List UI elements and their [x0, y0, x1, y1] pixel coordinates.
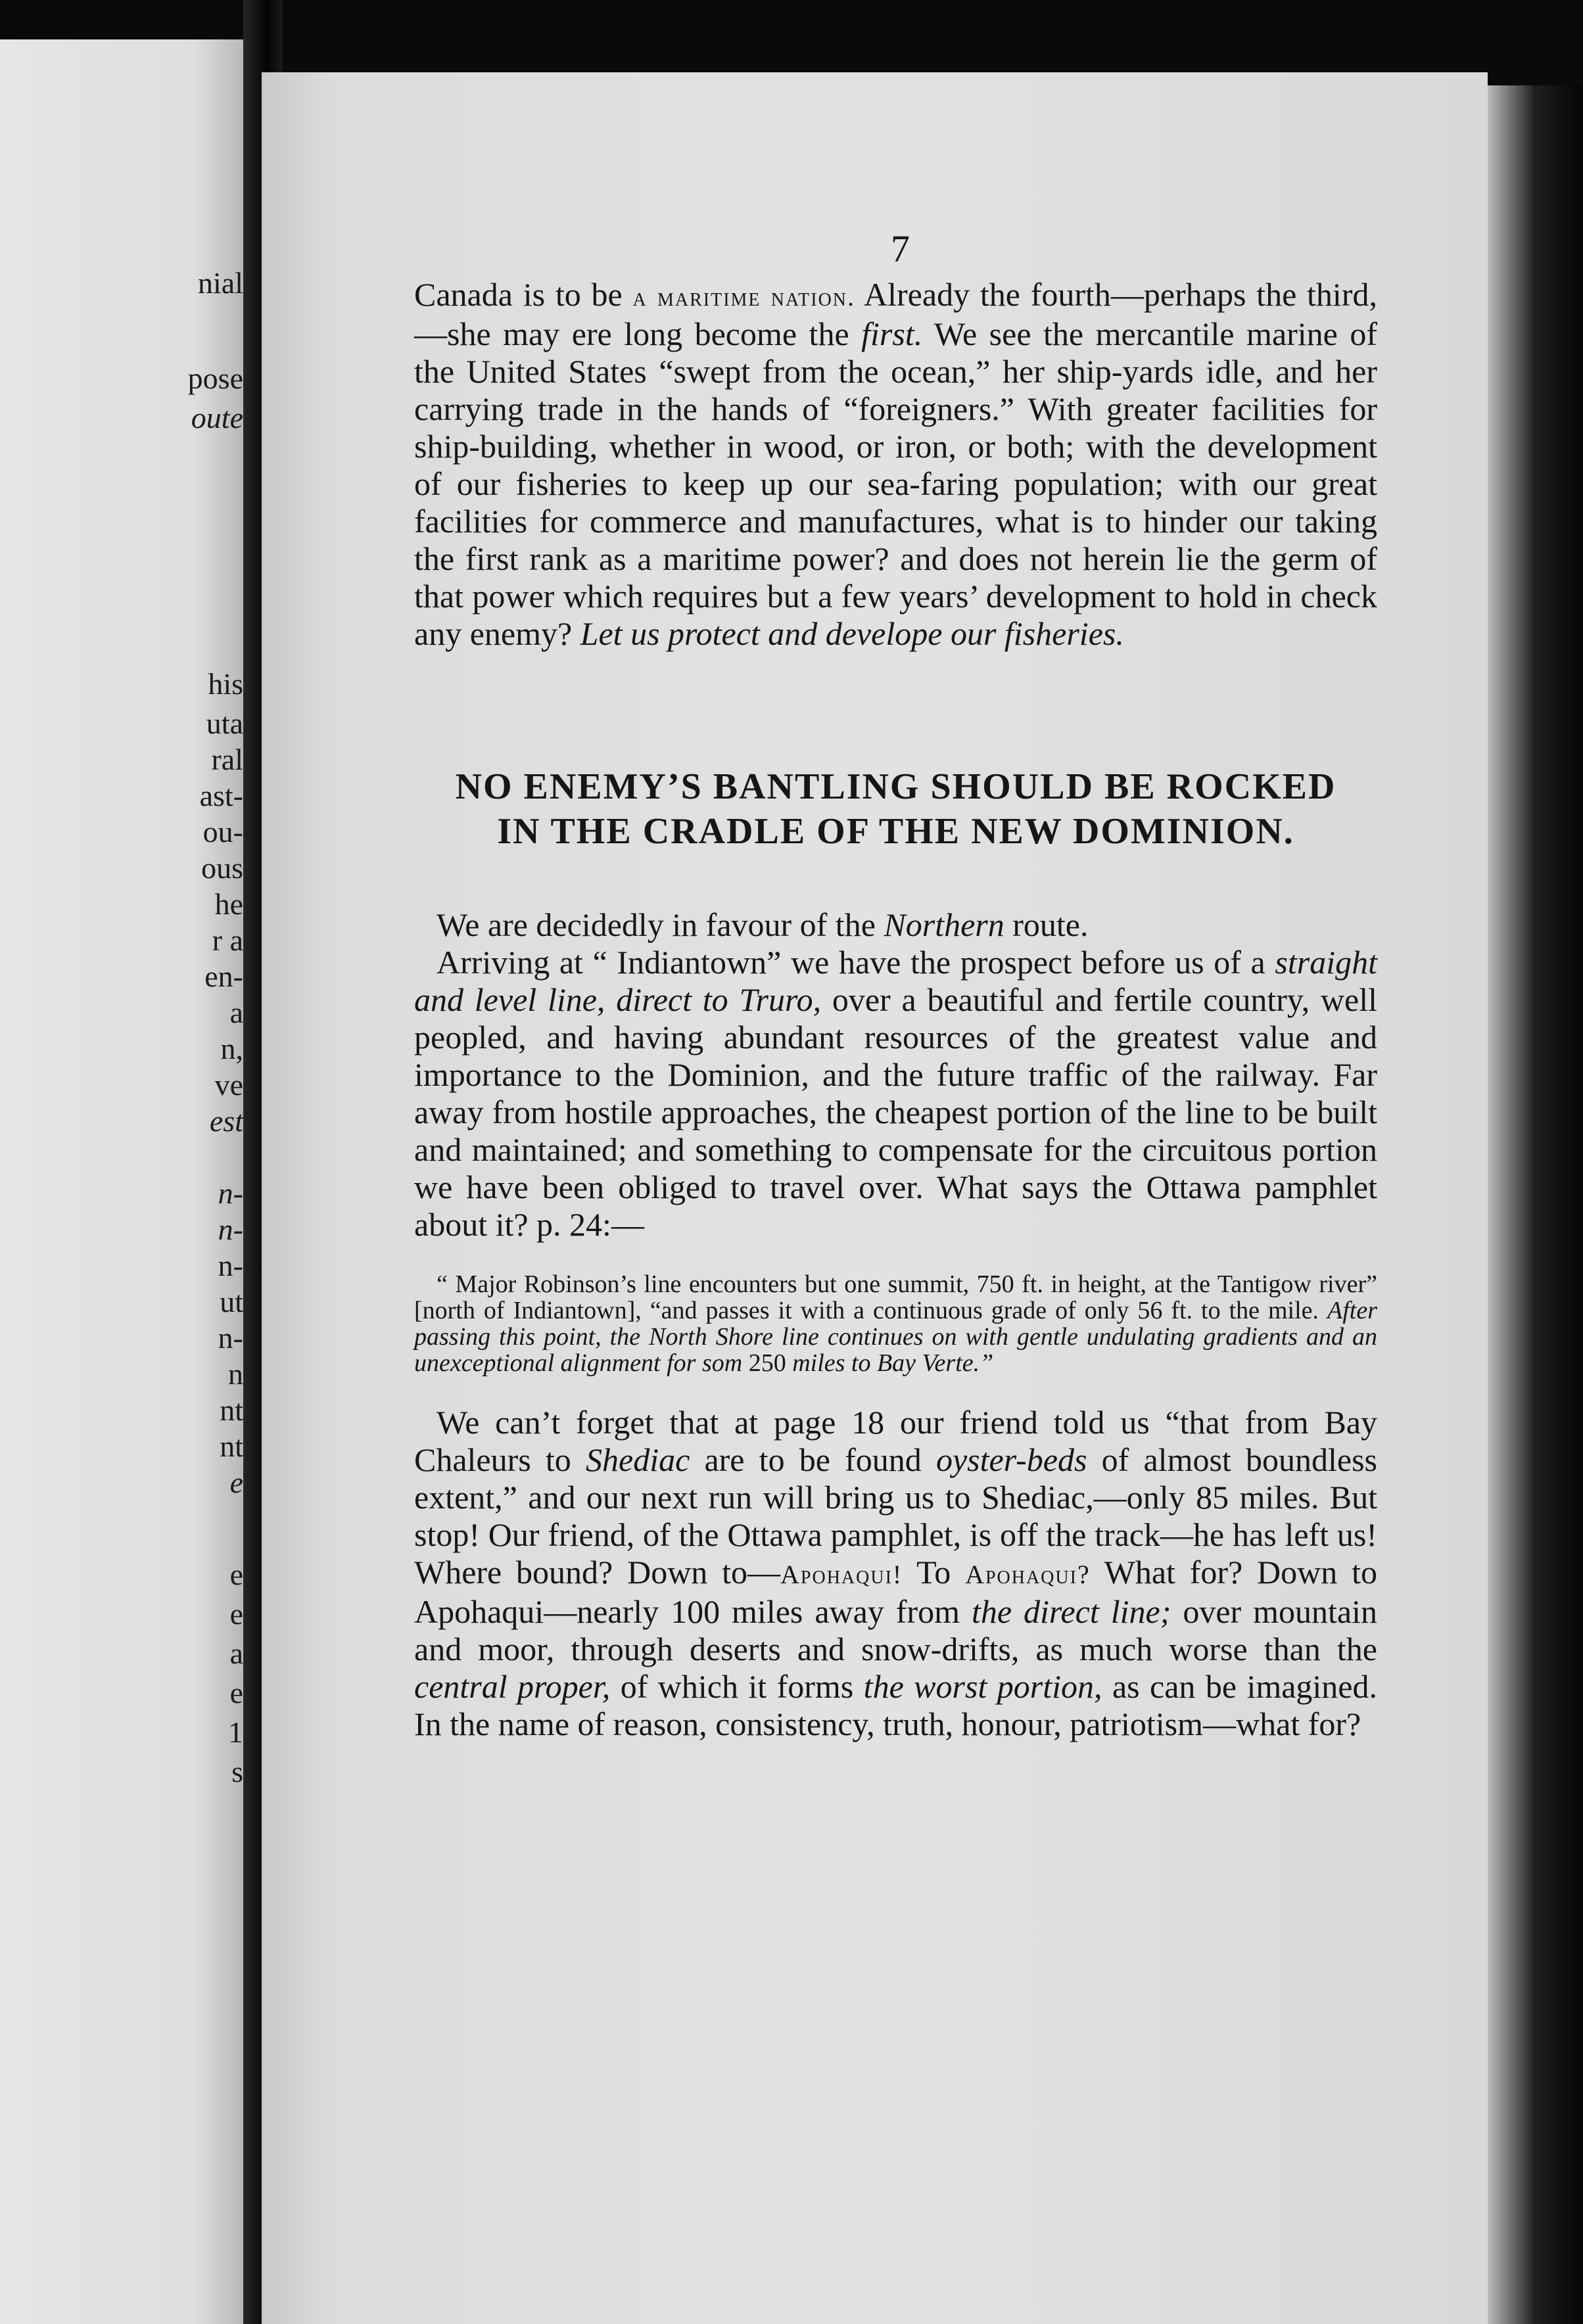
left-fragment: n-	[218, 1249, 243, 1282]
left-fragment: nial	[198, 266, 243, 300]
section-heading	[414, 764, 1377, 854]
page-edge	[1488, 85, 1583, 2324]
page-number: 7	[891, 227, 910, 270]
left-fragment: ut	[220, 1285, 243, 1318]
left-fragment: a	[229, 996, 243, 1029]
left-fragment: e	[229, 1466, 243, 1499]
left-fragment: ous	[201, 851, 243, 885]
left-fragment: e	[229, 1676, 243, 1709]
left-page	[0, 39, 243, 2324]
left-fragment: r a	[212, 923, 243, 957]
left-fragment: n-	[218, 1213, 243, 1246]
paragraph-maritime: Canada is to be a maritime nation. Already the fourth—perhaps the third,—she may ere long become the first. We see the mercantile marine of the United States “swept from the ocean,” her ship-yards idle, and her carrying trade in the hands of “foreigners.” With greater facilities for ship-building, whether in wood, or iron, or both; with the development of our fisheries to keep up our sea-faring population; with our great facilities for commerce and manufactures, what is to hinder our taking the first rank as a maritime power? and does not herein lie the germ of that power which requires but a few years’ development to hold in check any enemy? Let us protect and develope our fisheries.	[414, 276, 1378, 652]
paragraph-apohaqui: We can’t forget that at page 18 our friend told us “that from Bay Chaleurs to Shediac are to be found oyster-beds of almost boundless extent,” and our next run will bring us to Shediac,—only 85 miles. But stop! Our friend, of the Ottawa pamphlet, is off the track—he has left us! Where bound? Down to—Apohaqui! To Apohaqui? What for? Down to Apohaqui—nearly 100 miles away from the direct line; over mountain and moor, through deserts and snow-drifts, as much worse than the central proper, of which it forms the worst portion, as can be imagined. In the name of reason, consistency, truth, honour, patriotism—what for?	[414, 1404, 1378, 1742]
left-fragment: n-	[218, 1321, 243, 1355]
left-fragment: ou-	[202, 815, 243, 848]
page-content	[414, 223, 1377, 1743]
left-fragment: n	[228, 1357, 243, 1391]
heading-line-2: IN THE CRADLE OF THE NEW DOMINION.	[497, 811, 1294, 852]
left-fragment: pose	[187, 361, 243, 395]
left-fragment: s	[231, 1755, 243, 1788]
left-fragment: e	[229, 1597, 243, 1631]
left-fragment: ast-	[199, 779, 243, 812]
left-fragment: 1	[228, 1715, 243, 1749]
left-fragment: he	[214, 887, 243, 921]
block-quote: “ Major Robinson’s line encounters but one summit, 750 ft. in height, at the Tantigow river” [north of Indiantown], “and passes it with a continuous grade of only 56 ft. to the mile. After passing this point, the North Shore line continues on with gentle undulating gradients and an unexceptional alignment for som 250 miles to Bay Verte.”	[414, 1270, 1377, 1377]
left-fragment: est	[209, 1104, 243, 1138]
paragraph-northern-route: We are decidedly in favour of the Northern route.	[437, 906, 1089, 943]
left-fragment: his	[208, 667, 243, 701]
left-fragment: n-	[218, 1176, 243, 1210]
left-fragment: e	[229, 1558, 243, 1591]
left-fragment: ve	[214, 1068, 243, 1102]
left-fragment: nt	[220, 1429, 243, 1463]
left-fragment: a	[229, 1637, 243, 1670]
left-fragment: ral	[211, 743, 243, 776]
left-fragment: oute	[191, 401, 243, 434]
paragraph-indiantown: Arriving at “ Indiantown” we have the prospect before us of a straight and level line, direct to Truro, over a beautiful and fertile country, well peopled, and having abundant resources of the greatest value and importance to the Dominion, and the future traffic of the railway. Far away from hostile approaches, the cheapest portion of the line to be built and maintained; and something to compensate for the circuitous portion we have been obliged to travel over. What says the Ottawa pamphlet about it? p. 24:—	[414, 944, 1377, 1243]
left-fragment: uta	[206, 707, 243, 740]
left-fragment: nt	[220, 1393, 243, 1427]
left-fragment: en-	[204, 960, 243, 993]
left-fragment: n,	[220, 1032, 243, 1065]
heading-line-1: NO ENEMY’S BANTLING SHOULD BE ROCKED	[455, 766, 1336, 807]
